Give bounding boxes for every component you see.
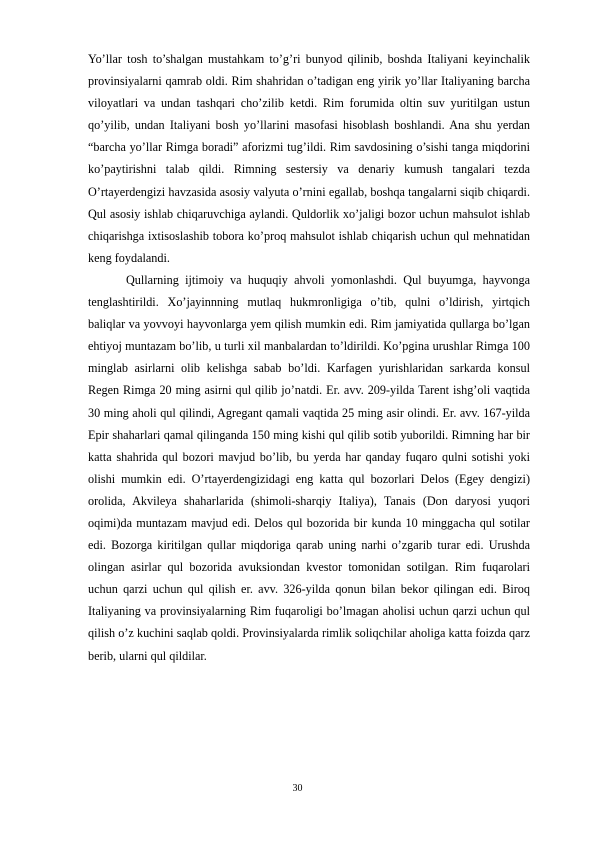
paragraph-roads-trade: Yo’llar tosh to’shalgan mustahkam to’g’ri bunyod qilinib, boshda Italiyani keyinchalik provinsiyalarni qamrab oldi. Rim shahridan o’tadigan eng yirik yo’llar Italiyaning barcha viloyatlari va undan tashqari cho’zilib ketdi. Rim forumida oltin suv yuritilgan ustun qo’yilib, undan Italiyani bosh yo’llarini masofasi hisoblash boshlandi. Ana shu yerdan “barcha yo’llar Rimga boradi” aforizmi tug’ildi. Rim savdosining o’sishi tanga miqdorini ko’paytirishni talab qildi. Rimning sestersiy va denariy kumush tangalari tezda O’rtayerdengizi havzasida asosiy valyuta o’rnini egallab, boshqa tangalarni siqib chiqardi. Qul asosiy ishlab chiqaruvchiga aylandi. Quldorlik xo’jaligi bozor uchun mahsulot ishlab chiqarishga ixtisoslashib tobora ko’proq mahsulot ishlab chiqarish uchun qul mehnatidan keng foydalandi.: [88, 52, 530, 265]
paragraph-slavery: Qullarning ijtimoiy va huquqiy ahvoli yomonlashdi. Qul buyumga, hayvonga tenglashtirildi. Xo’jayinnning mutlaq hukmronligiga o’tib, qulni o’ldirish, yirtqich baliqlar va yovvoyi hayvonlarga yem qilish mumkin edi. Rim jamiyatida qullarga bo’lgan ehtiyoj muntazam bo’lib, u turli xil manbalardan to’ldirildi. Ko’pgina urushlar Rimga 100 minglab asirlarni olib kelishga sabab bo’ldi. Karfagen yurishlaridan sarkarda konsul Regen Rimga 20 ming asirni qul qilib jo’natdi. Er. avv. 209-yilda Tarent ishg’oli vaqtida 30 ming aholi qul qilindi, Agregant qamali vaqtida 25 ming asir olindi. Er. avv. 167-yilda Epir shaharlari qamal qilinganda 150 ming kishi qul qilib sotib yuborildi. Rimning har bir katta shahrida qul bozori mavjud bo’lib, bu yerda har qanday fuqaro qulni sotishi yoki olishi mumkin edi. O’rtayerdengizidagi eng katta qul bozorlari Delos (Egey dengizi) orolida, Akvileya shaharlarida (shimoli-sharqiy Italiya), Tanais (Don daryosi yuqori oqimi)da muntazam mavjud edi. Delos qul bozorida bir kunda 10 minggacha qul sotilar edi. Bozorga kiritilgan qullar miqdoriga qarab uning narhi o’zgarib turar edi. Urushda olingan asirlar qul bozorida avuksiondan kvestor tomonidan sotilgan. Rim fuqarolari uchun qarzi uchun qul qilish er. avv. 326-yilda qonun bilan bekor qilingan edi. Biroq Italiyaning va provinsiyalarning Rim fuqaroligi bo’lmagan aholisi uchun qarzi uchun qul qilish o’z kuchini saqlab qoldi. Provinsiyalarda rimlik soliqchilar aholiga katta foizda qarz berib, ularni qul qildilar.: [88, 272, 530, 663]
document-page: [88, 48, 530, 667]
page-number: 30: [292, 783, 303, 794]
